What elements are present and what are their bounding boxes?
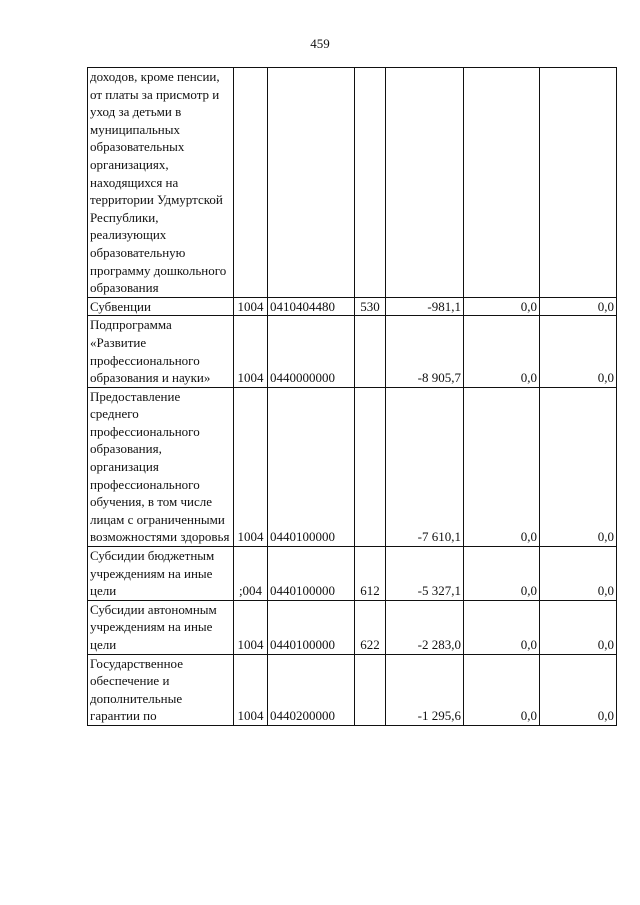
amount-3: 0,0 bbox=[540, 297, 617, 316]
row-name: Субсидии автономным учреждениям на иные цели bbox=[88, 600, 234, 654]
target-article-code: 0440000000 bbox=[268, 316, 355, 387]
budget-table bbox=[87, 67, 617, 726]
table-row bbox=[88, 68, 617, 298]
target-article-code: 0440100000 bbox=[268, 600, 355, 654]
amount-2 bbox=[464, 68, 540, 298]
amount-2: 0,0 bbox=[464, 297, 540, 316]
amount-1: -5 327,1 bbox=[386, 547, 464, 601]
amount-1: -8 905,7 bbox=[386, 316, 464, 387]
amount-2: 0,0 bbox=[464, 654, 540, 725]
target-article-code bbox=[268, 68, 355, 298]
target-article-code: 0440100000 bbox=[268, 547, 355, 601]
expense-type-code bbox=[355, 387, 386, 546]
section-code: 1004 bbox=[234, 387, 268, 546]
section-code: ;004 bbox=[234, 547, 268, 601]
amount-3: 0,0 bbox=[540, 654, 617, 725]
amount-1 bbox=[386, 68, 464, 298]
section-code: 1004 bbox=[234, 600, 268, 654]
amount-3 bbox=[540, 68, 617, 298]
row-name: доходов, кроме пенсии, от платы за присмотр и уход за детьми в муниципальных образовательных организациях, находящихся на территории Удмуртской Республики, реализующих образовательную программу дошкольного образования bbox=[88, 68, 234, 298]
amount-3: 0,0 bbox=[540, 387, 617, 546]
section-code bbox=[234, 68, 268, 298]
table-row bbox=[88, 316, 617, 387]
table-row bbox=[88, 654, 617, 725]
amount-1: -2 283,0 bbox=[386, 600, 464, 654]
section-code: 1004 bbox=[234, 316, 268, 387]
expense-type-code: 622 bbox=[355, 600, 386, 654]
target-article-code: 0440100000 bbox=[268, 387, 355, 546]
amount-1: -7 610,1 bbox=[386, 387, 464, 546]
expense-type-code: 530 bbox=[355, 297, 386, 316]
row-name: Предоставление среднего профессионального образования, организация профессионального обучения, в том числе лицам с ограниченными возможностями здоровья bbox=[88, 387, 234, 546]
amount-2: 0,0 bbox=[464, 387, 540, 546]
amount-2: 0,0 bbox=[464, 316, 540, 387]
table-row bbox=[88, 387, 617, 546]
table-row bbox=[88, 297, 617, 316]
amount-2: 0,0 bbox=[464, 600, 540, 654]
section-code: 1004 bbox=[234, 297, 268, 316]
row-name: Подпрограмма «Развитие профессионального образования и науки» bbox=[88, 316, 234, 387]
row-name: Субвенции bbox=[88, 297, 234, 316]
expense-type-code bbox=[355, 654, 386, 725]
expense-type-code: 612 bbox=[355, 547, 386, 601]
section-code: 1004 bbox=[234, 654, 268, 725]
table-row bbox=[88, 547, 617, 601]
amount-1: -1 295,6 bbox=[386, 654, 464, 725]
expense-type-code bbox=[355, 316, 386, 387]
amount-3: 0,0 bbox=[540, 600, 617, 654]
table-row bbox=[88, 600, 617, 654]
target-article-code: 0440200000 bbox=[268, 654, 355, 725]
target-article-code: 0410404480 bbox=[268, 297, 355, 316]
page-number: 459 bbox=[310, 36, 330, 51]
amount-1: -981,1 bbox=[386, 297, 464, 316]
amount-3: 0,0 bbox=[540, 547, 617, 601]
amount-2: 0,0 bbox=[464, 547, 540, 601]
row-name: Государственное обеспечение и дополнительные гарантии по bbox=[88, 654, 234, 725]
amount-3: 0,0 bbox=[540, 316, 617, 387]
row-name: Субсидии бюджетным учреждениям на иные цели bbox=[88, 547, 234, 601]
expense-type-code bbox=[355, 68, 386, 298]
